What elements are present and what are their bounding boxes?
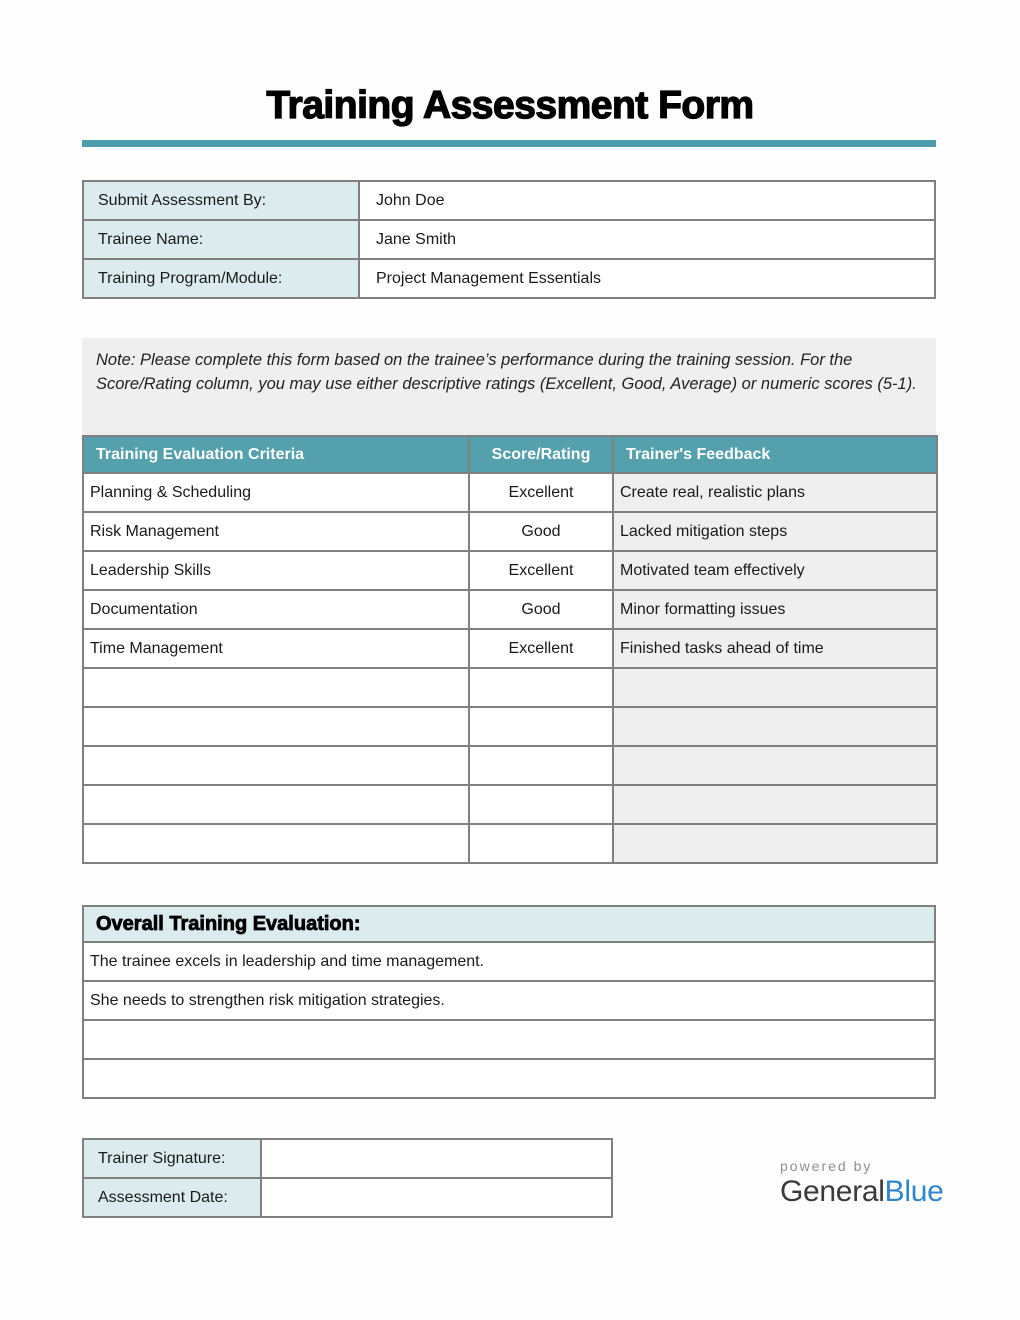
feedback-column-header: Trainer's Feedback bbox=[613, 436, 937, 473]
score-cell[interactable] bbox=[469, 785, 613, 824]
score-cell[interactable]: Good bbox=[469, 590, 613, 629]
criteria-cell[interactable] bbox=[83, 707, 469, 746]
overall-evaluation-title: Overall Training Evaluation: bbox=[83, 906, 935, 942]
assessment-date-label: Assessment Date: bbox=[83, 1178, 261, 1217]
criteria-cell[interactable]: Planning & Scheduling bbox=[83, 473, 469, 512]
score-column-header: Score/Rating bbox=[469, 436, 613, 473]
score-cell[interactable]: Excellent bbox=[469, 629, 613, 668]
trainee-name-value[interactable]: Jane Smith bbox=[359, 220, 935, 259]
table-row bbox=[83, 1020, 935, 1059]
table-row bbox=[83, 1059, 935, 1098]
assessment-date-field[interactable] bbox=[261, 1178, 612, 1217]
submit-assessment-by-label: Submit Assessment By: bbox=[83, 181, 359, 220]
feedback-cell[interactable] bbox=[613, 707, 937, 746]
info-table bbox=[82, 180, 936, 299]
table-row bbox=[83, 1178, 612, 1217]
criteria-cell[interactable]: Documentation bbox=[83, 590, 469, 629]
trainer-signature-field[interactable] bbox=[261, 1139, 612, 1178]
feedback-cell[interactable]: Create real, realistic plans bbox=[613, 473, 937, 512]
overall-evaluation-line[interactable] bbox=[83, 1020, 935, 1059]
criteria-cell[interactable] bbox=[83, 668, 469, 707]
training-program-value[interactable]: Project Management Essentials bbox=[359, 259, 935, 298]
table-row bbox=[83, 259, 935, 298]
table-row bbox=[83, 824, 937, 863]
trainer-signature-label: Trainer Signature: bbox=[83, 1139, 261, 1178]
feedback-cell[interactable]: Minor formatting issues bbox=[613, 590, 937, 629]
criteria-cell[interactable]: Leadership Skills bbox=[83, 551, 469, 590]
brand-wordmark bbox=[780, 1175, 944, 1209]
signature-table bbox=[82, 1138, 613, 1218]
evaluation-header-row bbox=[83, 436, 937, 473]
overall-evaluation-line[interactable]: She needs to strengthen risk mitigation strategies. bbox=[83, 981, 935, 1020]
evaluation-table bbox=[82, 435, 938, 864]
table-row bbox=[83, 551, 937, 590]
table-row bbox=[83, 746, 937, 785]
training-program-label: Training Program/Module: bbox=[83, 259, 359, 298]
criteria-cell[interactable]: Risk Management bbox=[83, 512, 469, 551]
table-row bbox=[83, 707, 937, 746]
overall-evaluation-table bbox=[82, 905, 936, 1099]
score-cell[interactable]: Excellent bbox=[469, 473, 613, 512]
table-row bbox=[83, 590, 937, 629]
page-title: Training Assessment Form bbox=[266, 84, 754, 127]
criteria-cell[interactable] bbox=[83, 785, 469, 824]
criteria-cell[interactable]: Time Management bbox=[83, 629, 469, 668]
score-cell[interactable] bbox=[469, 824, 613, 863]
submit-assessment-by-value[interactable]: John Doe bbox=[359, 181, 935, 220]
overall-evaluation-line[interactable] bbox=[83, 1059, 935, 1098]
feedback-cell[interactable] bbox=[613, 824, 937, 863]
table-row bbox=[83, 1139, 612, 1178]
feedback-cell[interactable] bbox=[613, 668, 937, 707]
table-row bbox=[83, 668, 937, 707]
table-row bbox=[83, 942, 935, 981]
brand-blue: Blue bbox=[884, 1175, 944, 1208]
feedback-cell[interactable]: Finished tasks ahead of time bbox=[613, 629, 937, 668]
table-row bbox=[83, 220, 935, 259]
overall-evaluation-line[interactable]: The trainee excels in leadership and time management. bbox=[83, 942, 935, 981]
table-row bbox=[83, 785, 937, 824]
table-row bbox=[83, 512, 937, 551]
feedback-cell[interactable] bbox=[613, 785, 937, 824]
powered-by-text: powered by bbox=[780, 1158, 873, 1174]
table-row bbox=[83, 629, 937, 668]
table-row bbox=[83, 181, 935, 220]
criteria-column-header: Training Evaluation Criteria bbox=[83, 436, 469, 473]
general-blue-logo bbox=[780, 1158, 944, 1209]
table-row bbox=[83, 906, 935, 942]
score-cell[interactable]: Excellent bbox=[469, 551, 613, 590]
brand-general: General bbox=[780, 1175, 885, 1208]
trainee-name-label: Trainee Name: bbox=[83, 220, 359, 259]
title-divider bbox=[82, 140, 936, 147]
score-cell[interactable] bbox=[469, 668, 613, 707]
feedback-cell[interactable]: Motivated team effectively bbox=[613, 551, 937, 590]
table-row bbox=[83, 473, 937, 512]
score-cell[interactable] bbox=[469, 707, 613, 746]
table-row bbox=[83, 981, 935, 1020]
score-cell[interactable]: Good bbox=[469, 512, 613, 551]
feedback-cell[interactable] bbox=[613, 746, 937, 785]
instructions-note: Note: Please complete this form based on the trainee’s performance during the training session. For the Score/Rating column, you may use either descriptive ratings (Excellent, Good, Average) or numeric scores (5-1). bbox=[82, 338, 936, 435]
criteria-cell[interactable] bbox=[83, 746, 469, 785]
score-cell[interactable] bbox=[469, 746, 613, 785]
criteria-cell[interactable] bbox=[83, 824, 469, 863]
feedback-cell[interactable]: Lacked mitigation steps bbox=[613, 512, 937, 551]
